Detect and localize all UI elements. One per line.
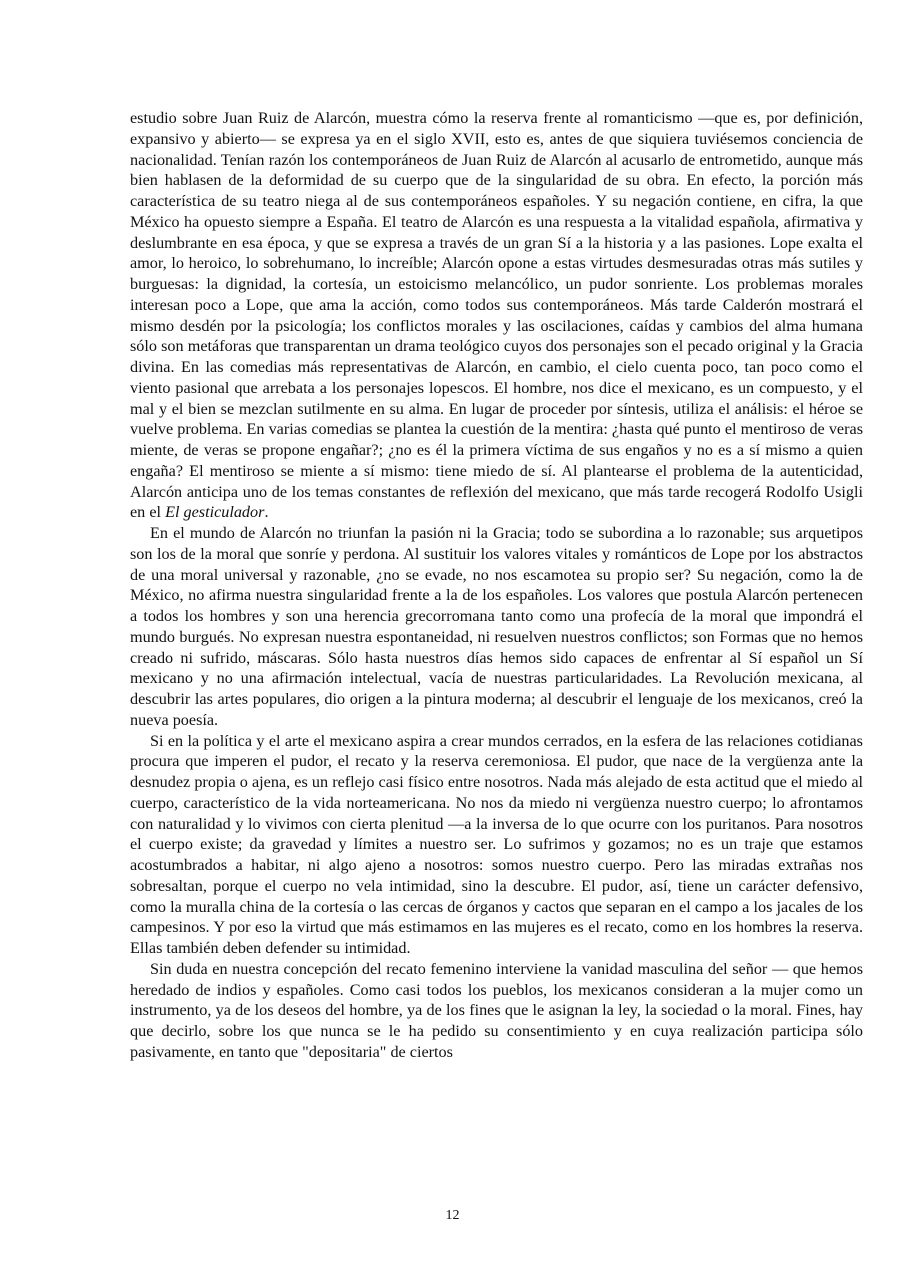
paragraph-1-text: estudio sobre Juan Ruiz de Alarcón, muestra cómo la reserva frente al romanticismo —que es, por definición, expansivo y abierto— se expresa ya en el siglo XVII, esto es, antes de que siquiera tuviésemos conciencia de nacionalidad. Tenían razón los contemporáneos de Juan Ruiz de Alarcón al acusarlo de entrometido, aunque más bien hablasen de la deformidad de su cuerpo que de la singularidad de su obra. En efecto, la porción más característica de su teatro niega al de sus contemporáneos españoles. Y su negación contiene, en cifra, la que México ha opuesto siempre a España. El teatro de Alarcón es una respuesta a la vitalidad española, afirmativa y deslumbrante en esa época, y que se expresa a través de un gran Sí a la historia y a las pasiones. Lope exalta el amor, lo heroico, lo sobrehumano, lo increíble; Alarcón opone a estas virtudes desmesuradas otras más sutiles y burguesas: la dignidad, la cortesía, un estoicismo melancólico, un pudor sonriente. Los problemas morales interesan poco a Lope, que ama la acción, como todos sus contemporáneos. Más tarde Calderón mostrará el mismo desdén por la psicología; los conflictos morales y las oscilaciones, caídas y cambios del alma humana sólo son metáforas que transparentan un drama teológico cuyos dos personajes son el pecado original y la Gracia divina. En las comedias más representativas de Alarcón, en cambio, el cielo cuenta poco, tan poco como el viento pasional que arrebata a los personajes lopescos. El hombre, nos dice el mexicano, es un compuesto, y el mal y el bien se mezclan sutilmente en su alma. En lugar de proceder por síntesis, utiliza el análisis: el héroe se vuelve problema. En varias comedias se plantea la cuestión de la mentira: ¿hasta qué punto el mentiroso de veras miente, de veras se propone engañar?; ¿no es él la primera víctima de sus engaños y no es a sí mismo a quien engaña? El mentiroso se miente a sí mismo: tiene miedo de sí. Al plantearse el problema de la autenticidad, Alarcón anticipa uno de los temas constantes de reflexión del mexicano, que más tarde recogerá Rodolfo Usigli en el [130, 109, 863, 522]
paragraph-1-end: . [264, 503, 269, 522]
paragraph-3: Si en la política y el arte el mexicano aspira a crear mundos cerrados, en la esfera de las relaciones cotidianas procura que imperen el pudor, el recato y la reserva ceremoniosa. El pudor, que nace de la vergüenza ante la desnudez propia o ajena, es un reflejo casi físico entre nosotros. Nada más alejado de esta actitud que el miedo al cuerpo, característico de la vida norteamericana. No nos da miedo ni vergüenza nuestro cuerpo; lo afrontamos con naturalidad y lo vivimos con cierta plenitud —a la inversa de lo que ocurre con los puritanos. Para nosotros el cuerpo existe; da gravedad y límites a nuestro ser. Lo sufrimos y gozamos; no es un traje que estamos acostumbrados a habitar, ni algo ajeno a nosotros: somos nuestro cuerpo. Pero las miradas extrañas nos sobresaltan, porque el cuerpo no vela intimidad, sino la descubre. El pudor, así, tiene un carácter defensivo, como la muralla china de la cortesía o las cercas de órganos y cactos que separan en el campo a los jacales de los campesinos. Y por eso la virtud que más estimamos en las mujeres es el recato, como en los hombres la reserva. Ellas también deben defender su intimidad. [130, 731, 863, 957]
work-title-el-gesticulador: El gesticulador [165, 503, 265, 522]
paragraph-2: En el mundo de Alarcón no triunfan la pasión ni la Gracia; todo se subordina a lo razonable; sus arquetipos son los de la moral que sonríe y perdona. Al sustituir los valores vitales y románticos de Lope por los abstractos de una moral universal y razonable, ¿no se evade, no nos escamotea su propio ser? Su negación, como la de México, no afirma nuestra singularidad frente a la de los españoles. Los valores que postula Alarcón pertenecen a todos los hombres y son una herencia grecorromana tanto como una profecía de la moral que impondrá el mundo burgués. No expresan nuestra espontaneidad, ni resuelven nuestros conflictos; son Formas que no hemos creado ni sufrido, máscaras. Sólo hasta nuestros días hemos sido capaces de enfrentar al Sí español un Sí mexicano y no una afirmación intelectual, vacía de nuestras particularidades. La Revolución mexicana, al descubrir las artes populares, dio origen a la pintura moderna; al descubrir el lenguaje de los mexicanos, creó la nueva poesía. [130, 524, 863, 729]
paragraph-4: Sin duda en nuestra concepción del recato femenino interviene la vanidad masculina del señor — que hemos heredado de indios y españoles. Como casi todos los pueblos, los mexicanos consideran a la mujer como un instrumento, ya de los deseos del hombre, ya de los fines que le asignan la ley, la sociedad o la moral. Fines, hay que decirlo, sobre los que nunca se le ha pedido su consentimiento y en cuya realización participa sólo pasivamente, en tanto que "depositaria" de ciertos [130, 959, 863, 1061]
page-body [130, 108, 863, 1063]
page-number: 12 [445, 1208, 460, 1223]
paragraph-1 [130, 108, 863, 523]
